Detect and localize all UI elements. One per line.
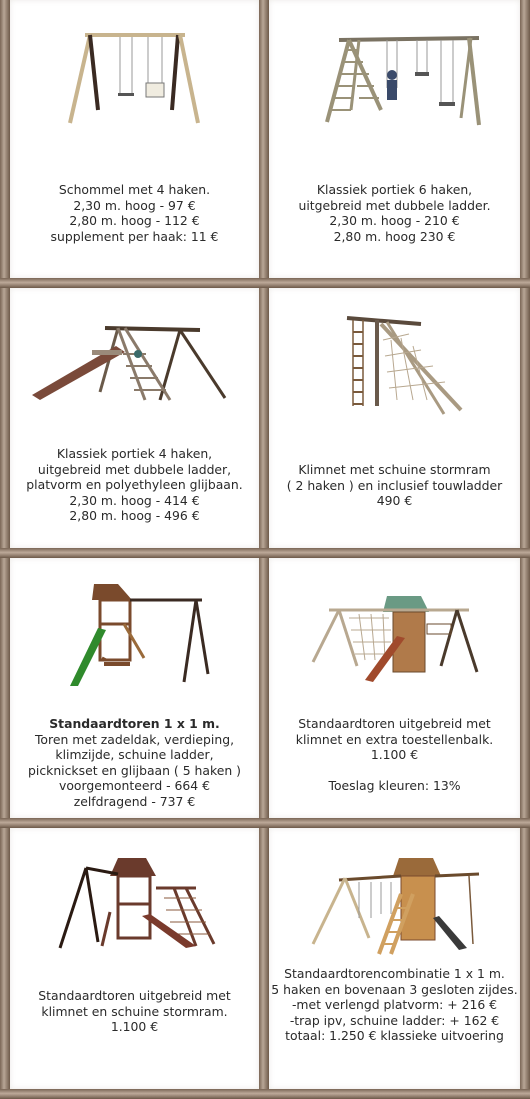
frame-beam-h4	[0, 1089, 530, 1099]
product-description	[269, 966, 520, 1044]
price-line: voorgemonteerd - 664 €	[58, 778, 211, 793]
climbing-net-image	[339, 310, 469, 420]
description-line: ( 2 haken ) en inclusief touwladder	[286, 477, 503, 493]
product-card-tower-net	[269, 558, 520, 818]
portiek-6-hooks-image	[319, 30, 489, 130]
frame-beam-h3	[0, 818, 530, 828]
description-line: Standaardtoren uitgebreid met	[298, 716, 491, 731]
product-card-climbing-net	[269, 288, 520, 548]
description-line: Toren met zadeldak, verdieping,	[34, 731, 235, 747]
option-line: -met verlengd platvorm: + 216 €	[291, 997, 498, 1012]
product-card-swing	[10, 0, 259, 278]
price-line: 1.100 €	[110, 1019, 159, 1034]
description-line: 5 haken en bovenaan 3 gesloten zijdes.	[271, 981, 518, 997]
description-line: uitgebreid met dubbele ladder.	[298, 197, 491, 213]
price-line: totaal: 1.250 € klassieke uitvoering	[285, 1028, 504, 1043]
description-line: Klassiek portiek 6 haken,	[316, 182, 473, 197]
description-line: klimzijde, schuine ladder,	[55, 747, 214, 762]
portiek-4-slide-image	[30, 320, 230, 410]
description-line: klimnet en schuine stormram.	[41, 1003, 228, 1019]
product-card-standard-tower	[10, 558, 259, 818]
price-line: 2,80 m. hoog 230 €	[333, 228, 456, 244]
description-line: platvorm en polyethyleen glijbaan.	[26, 477, 243, 492]
product-card-portiek-4	[10, 288, 259, 548]
description-line: Schommel met 4 haken.	[58, 182, 211, 197]
option-line: -trap ipv, schuine ladder: + 162 €	[289, 1012, 500, 1028]
price-line: 2,30 m. hoog - 414 €	[69, 492, 200, 508]
description-line: klimnet en extra toestellenbalk.	[295, 731, 494, 747]
description-line: Klimnet met schuine stormram	[298, 462, 491, 477]
price-line: 1.100 €	[370, 747, 419, 762]
description-line: Standaardtorencombinatie 1 x 1 m.	[284, 966, 505, 981]
price-line: 2,80 m. hoog - 496 €	[69, 508, 200, 523]
product-description	[269, 462, 520, 509]
tower-combination-image	[309, 854, 489, 959]
product-card-tower-ram	[10, 828, 259, 1089]
price-line: 490 €	[376, 493, 413, 508]
product-card-tower-combination	[269, 828, 520, 1089]
description-line: picknickset en glijbaan ( 5 haken )	[28, 762, 241, 778]
description-line: Klassiek portiek 4 haken,	[56, 446, 213, 461]
price-line: supplement per haak: 11 €	[50, 228, 219, 244]
frame-beam-h2	[0, 548, 530, 558]
swing-4-hooks-image	[60, 25, 210, 130]
frame-beam-h1	[0, 278, 530, 288]
description-line: Standaardtoren uitgebreid met	[38, 988, 231, 1003]
price-line: zelfdragend - 737 €	[73, 793, 196, 809]
price-line: 2,30 m. hoog - 97 €	[73, 197, 196, 213]
product-description	[269, 182, 520, 244]
product-description	[10, 716, 259, 809]
product-card-portiek-6	[269, 0, 520, 278]
tower-ram-image	[46, 854, 226, 954]
description-line: uitgebreid met dubbele ladder,	[37, 461, 232, 477]
price-line: 2,30 m. hoog - 210 €	[329, 213, 460, 228]
product-description	[10, 182, 259, 244]
surcharge-line: Toeslag kleuren: 13%	[328, 778, 461, 793]
product-description	[10, 446, 259, 524]
product-description	[10, 988, 259, 1035]
product-description	[269, 716, 520, 794]
price-line: 2,80 m. hoog - 112 €	[69, 213, 200, 228]
product-title: Standaardtoren 1 x 1 m.	[49, 716, 220, 731]
standard-tower-image	[62, 578, 212, 693]
spacer-line	[269, 763, 520, 779]
tower-net-bar-image	[309, 590, 489, 685]
